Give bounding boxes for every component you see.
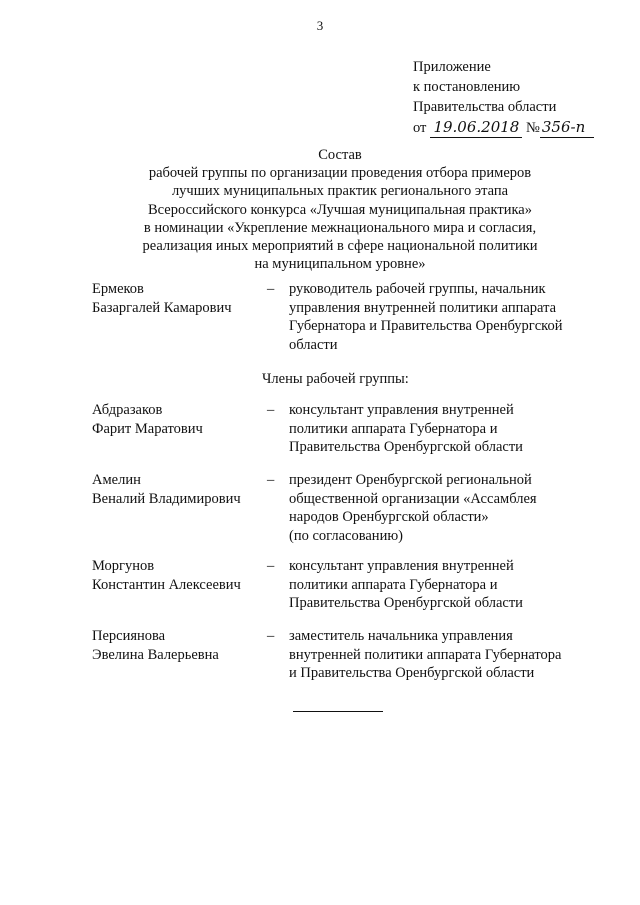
description-line: общественной организации «Ассамблея bbox=[289, 490, 537, 507]
person-name bbox=[92, 627, 262, 664]
description-line: политики аппарата Губернатора и bbox=[289, 576, 498, 593]
dash: – bbox=[267, 558, 275, 574]
description-line: Правительства Оренбургской области bbox=[289, 439, 523, 455]
description-line: управления внутренней политики аппарата bbox=[289, 299, 557, 316]
handwritten-date: 19.06.2018 bbox=[430, 117, 522, 138]
description-line: заместитель начальника управления bbox=[289, 628, 513, 644]
dash: – bbox=[267, 628, 275, 644]
number-prefix: № bbox=[526, 120, 540, 136]
appendix-line: Приложение bbox=[413, 59, 491, 75]
surname: Абдразаков bbox=[92, 402, 163, 418]
person-name bbox=[92, 280, 262, 317]
position-description bbox=[289, 401, 589, 457]
description-line: политики аппарата Губернатора и bbox=[289, 420, 498, 437]
position-description bbox=[289, 471, 589, 545]
person-name bbox=[92, 557, 262, 594]
appendix-line: Правительства области bbox=[413, 99, 557, 115]
title-line: в номинации «Укрепление межнационального мира и согласия, bbox=[143, 219, 537, 236]
description-line: Правительства Оренбургской области bbox=[289, 595, 523, 611]
description-line: внутренней политики аппарата Губернатора bbox=[289, 646, 562, 663]
description-line: руководитель рабочей группы, начальник bbox=[289, 281, 546, 297]
description-line: народов Оренбургской области» bbox=[289, 509, 489, 525]
description-line: (по согласованию) bbox=[289, 527, 403, 544]
dash: – bbox=[267, 281, 275, 297]
title-line: лучших муниципальных практик регионального этапа bbox=[171, 183, 509, 200]
date-prefix: от bbox=[413, 120, 427, 136]
description-line: Губернатора и Правительства Оренбургской bbox=[289, 318, 563, 334]
description-line: президент Оренбургской региональной bbox=[289, 472, 532, 488]
surname: Моргунов bbox=[92, 558, 155, 574]
description-line: консультант управления внутренней bbox=[289, 402, 514, 418]
surname: Амелин bbox=[92, 472, 141, 488]
description-line: области bbox=[289, 336, 338, 353]
handwritten-number: 356-п bbox=[540, 117, 594, 138]
person-name bbox=[92, 401, 262, 438]
given-names: Фарит Маратович bbox=[92, 420, 203, 437]
appendix-date-line bbox=[413, 117, 594, 138]
title-line: рабочей группы по организации проведения отбора примеров bbox=[148, 165, 532, 182]
position-description bbox=[289, 280, 589, 354]
surname: Ермеков bbox=[92, 281, 144, 297]
position-description bbox=[289, 627, 589, 683]
dash: – bbox=[267, 402, 275, 418]
title-line: реализация иных мероприятий в сфере национальной политики bbox=[142, 238, 538, 255]
appendix-line: к постановлению bbox=[413, 79, 521, 95]
given-names: Веналий Владимирович bbox=[92, 490, 241, 507]
description-line: и Правительства Оренбургской области bbox=[289, 665, 535, 681]
page-number: 3 bbox=[316, 18, 324, 33]
title-line: Состав bbox=[318, 147, 362, 163]
appendix-block bbox=[413, 57, 594, 138]
title-line: Всероссийского конкурса «Лучшая муниципальная практика» bbox=[148, 201, 532, 218]
position-description bbox=[289, 557, 589, 613]
given-names: Базаргалей Камарович bbox=[92, 299, 232, 316]
given-names: Эвелина Валерьевна bbox=[92, 646, 219, 663]
dash: – bbox=[267, 472, 275, 488]
person-name bbox=[92, 471, 262, 508]
members-heading: Члены рабочей группы: bbox=[262, 371, 409, 387]
given-names: Константин Алексеевич bbox=[92, 576, 241, 593]
surname: Персиянова bbox=[92, 628, 166, 644]
title-line: на муниципальном уровне» bbox=[254, 256, 426, 273]
document-title bbox=[0, 146, 640, 273]
description-line: консультант управления внутренней bbox=[289, 558, 514, 574]
end-divider bbox=[293, 711, 383, 712]
